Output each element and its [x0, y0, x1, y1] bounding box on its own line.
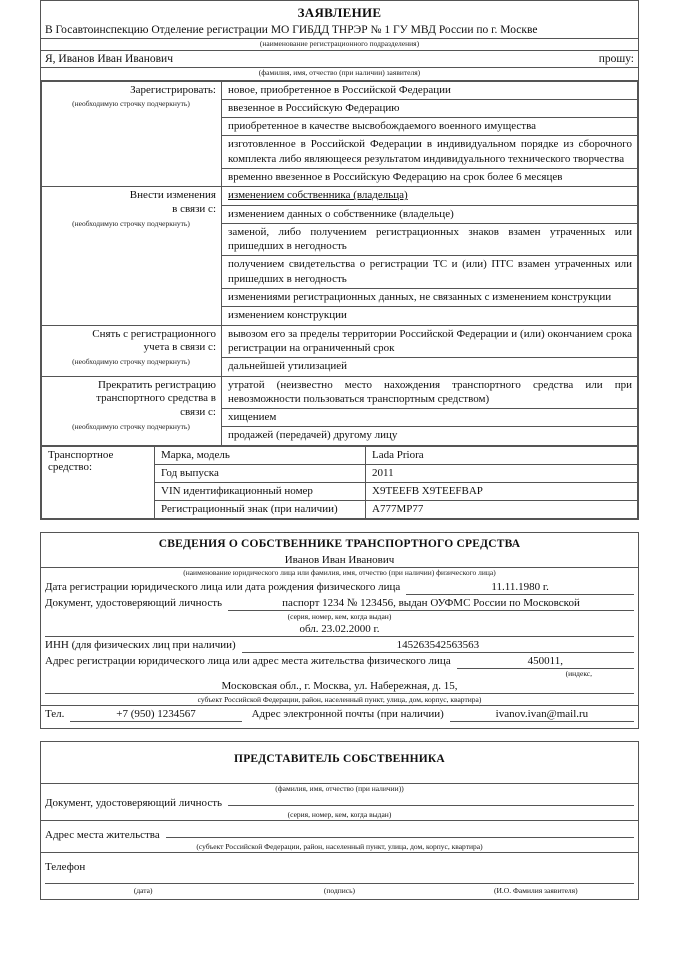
owner-doc-row [41, 595, 638, 611]
options-matrix [41, 81, 638, 446]
representative-address-label: Адрес места жительства [45, 829, 160, 842]
representative-doc-row [41, 795, 638, 809]
representative-doc-caption: (серия, номер, кем, когда выдан) [287, 810, 392, 820]
vehicle-field-value[interactable]: A777MP77 [366, 500, 638, 518]
owner-address-index-caption: (индекс, [565, 668, 592, 678]
vehicle-field-value[interactable]: X9TEEFB X9TEEFBAP [366, 482, 638, 500]
owner-email-value[interactable]: ivanov.ivan@mail.ru [450, 708, 634, 722]
section-label-register: Зарегистрировать: (необходимую строчку подчеркнуть) [42, 81, 222, 187]
underline-hint: (необходимую строчку подчеркнуть) [72, 357, 190, 367]
matrix-row-terminate [42, 376, 638, 445]
owner-address-value[interactable]: Московская обл., г. Москва, ул. Набережная, д. 15, [45, 679, 634, 694]
option-item[interactable]: продажей (передачей) другому лицу [228, 429, 398, 442]
option-item[interactable]: получением свидетельства о регистрации ТС и (или) ПТС взамен утраченных или пришедших в негодность [222, 256, 637, 289]
owner-birth-row [41, 579, 638, 595]
page-title: ЗАЯВЛЕНИЕ [297, 5, 382, 20]
representative-doc-label: Документ, удостоверяющий личность [45, 797, 223, 810]
option-item[interactable]: ввезенное в Российскую Федерацию [222, 100, 637, 118]
representative-name-caption: (фамилия, имя, отчество (при наличии)) [275, 783, 404, 793]
representative-section-title: ПРЕДСТАВИТЕЛЬ СОБСТВЕННИКА [234, 752, 445, 765]
owner-address-caption: субъект Российской Федерации, район, населенный пункт, улица, дом, корпус, квартира) [197, 694, 482, 704]
vehicle-table [41, 446, 638, 519]
rep-divider-2 [41, 852, 638, 859]
underline-hint: (необходимую строчку подчеркнуть) [72, 99, 190, 109]
representative-phone-value[interactable] [91, 869, 634, 870]
option-item[interactable]: вывозом его за пределы территории Российской Федерации и (или) окончанием срока регистрации на ограниченный срок [222, 326, 637, 359]
applicant-suffix: прошу: [598, 53, 634, 66]
option-item[interactable]: изменением данных о собственнике (владельце) [222, 206, 637, 224]
representative-phone-row [41, 859, 638, 873]
representative-address-caption: (субъект Российской Федерации, район, населенный пункт, улица, дом, корпус, квартира) [196, 842, 483, 852]
vehicle-field-label: Регистрационный знак (при наличии) [155, 500, 366, 518]
owner-name-value[interactable]: Иванов Иван Иванович [41, 553, 638, 568]
section-options-register [222, 81, 638, 187]
owner-name-caption: (наименование юридического лица или фамилия, имя, отчество (при наличии) физического лица) [183, 567, 496, 577]
underline-hint: (необходимую строчку подчеркнуть) [72, 218, 190, 228]
owner-doc-label: Документ, удостоверяющий личность [45, 596, 223, 609]
matrix-row-register [42, 81, 638, 187]
owner-doc-caption: (серия, номер, кем, когда выдан) [287, 611, 392, 621]
option-item[interactable]: хищением [222, 409, 637, 427]
signature-date-caption: (дата) [133, 886, 153, 896]
option-item[interactable]: изменениями регистрационных данных, не связанных с изменением конструкции [222, 289, 637, 307]
vehicle-field-label: Марка, модель [155, 446, 366, 464]
vehicle-field-label: Год выпуска [155, 464, 366, 482]
section-options-changes [222, 187, 638, 325]
option-item[interactable]: изменением конструкции [228, 309, 347, 322]
owner-block [40, 532, 639, 729]
section-label-changes: Внести изменения в связи с: (необходимую строчку подчеркнуть) [42, 187, 222, 325]
underline-hint: (необходимую строчку подчеркнуть) [72, 421, 190, 431]
owner-section-title: СВЕДЕНИЯ О СОБСТВЕННИКЕ ТРАНСПОРТНОГО СРЕДСТВА [158, 537, 521, 550]
owner-bottom-spacer [41, 722, 638, 728]
option-item[interactable]: приобретенное в качестве высвобождаемого военного имущества [222, 118, 637, 136]
applicant-name-text [45, 53, 173, 65]
representative-doc-value[interactable] [228, 804, 634, 806]
representative-block [40, 741, 639, 900]
owner-birth-value[interactable]: 11.11.1980 г. [406, 581, 634, 595]
applicant-name: Иванов Иван Иванович [58, 53, 173, 66]
representative-address-value[interactable] [166, 836, 634, 838]
owner-email-label: Адрес электронной почты (при наличии) [251, 707, 444, 720]
table-row [42, 446, 638, 464]
section-label-deregister: Снять с регистрационного учета в связи с: (необходимую строчку подчеркнуть) [42, 325, 222, 376]
vehicle-field-label: VIN идентификационный номер [155, 482, 366, 500]
department-line: В Госавтоинспекцию Отделение регистрации МО ГИБДД ТНРЭР № 1 ГУ МВД России по г. Москве [41, 23, 638, 39]
owner-phone-value[interactable]: +7 (950) 1234567 [70, 708, 241, 722]
representative-name-value[interactable] [41, 768, 638, 784]
option-item[interactable]: утратой (неизвестно место нахождения транспортного средства или при невозможности пользоваться транспортным средством) [222, 377, 637, 410]
vehicle-field-value[interactable]: Lada Priora [366, 446, 638, 464]
section-options-deregister [222, 325, 638, 376]
signature-sign-caption: (подпись) [323, 886, 356, 896]
application-block [40, 0, 639, 520]
matrix-row-changes [42, 187, 638, 325]
matrix-row-deregister [42, 325, 638, 376]
owner-contact-row [41, 705, 638, 722]
option-item-selected[interactable]: изменением собственника (владельца) [222, 187, 637, 205]
owner-birth-label: Дата регистрации юридического лица или дата рождения физического лица [45, 580, 401, 593]
vehicle-field-value[interactable]: 2011 [366, 464, 638, 482]
owner-address-index[interactable]: 450011, [457, 655, 634, 669]
owner-inn-row [41, 637, 638, 653]
vehicle-section-label: Транспортное средство: [42, 446, 155, 518]
department-caption: (наименование регистрационного подразделения) [41, 39, 638, 51]
applicant-caption: (фамилия, имя, отчество (при наличии) заявителя) [41, 68, 638, 80]
option-item[interactable]: изготовленное в Российской Федерации в индивидуальном порядке из сборочного комплекта либо являющееся результатом индивидуального технического творчества [222, 136, 637, 169]
owner-phone-label: Тел. [45, 707, 65, 720]
owner-doc-value-continued[interactable]: обл. 23.02.2000 г. [45, 622, 634, 637]
owner-address-label: Адрес регистрации юридического лица или адрес места жительства физического лица [45, 654, 451, 667]
owner-inn-value[interactable]: 145263542563563 [242, 639, 634, 653]
applicant-prefix: Я, [45, 53, 56, 66]
representative-phone-label: Телефон [45, 861, 86, 874]
option-item[interactable]: новое, приобретенное в Российской Федерации [222, 82, 637, 100]
applicant-row [41, 51, 638, 68]
rep-divider [41, 820, 638, 827]
option-item[interactable]: заменой, либо получением регистрационных знаков взамен утраченных или пришедших в негодность [222, 224, 637, 257]
section-options-terminate [222, 376, 638, 445]
owner-address-row [41, 653, 638, 669]
option-item[interactable]: временно ввезенное в Российскую Федерацию на срок более 6 месяцев [228, 170, 563, 183]
owner-doc-value[interactable]: паспорт 1234 № 123456, выдан ОУФМС России по Московской [228, 597, 634, 611]
section-label-terminate: Прекратить регистрацию транспортного средства в связи с: (необходимую строчку подчеркнуть) [42, 376, 222, 445]
option-item[interactable]: дальнейшей утилизацией [228, 360, 348, 373]
representative-address-row [41, 827, 638, 841]
signature-strip [45, 883, 634, 899]
signature-name-caption: (И.О. Фамилия заявителя) [493, 886, 578, 896]
owner-inn-label: ИНН (для физических лиц при наличии) [45, 638, 236, 651]
